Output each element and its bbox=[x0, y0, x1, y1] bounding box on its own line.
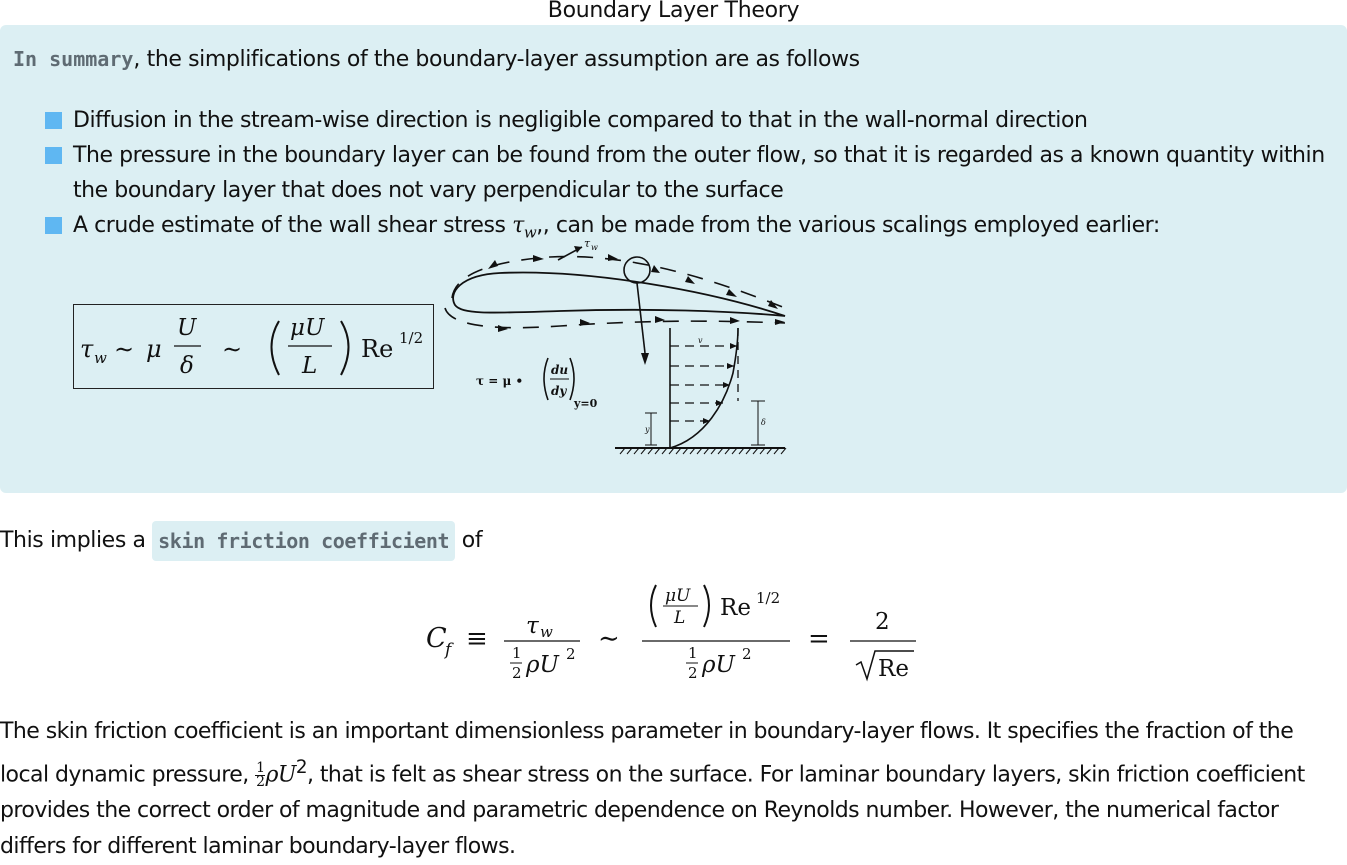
svg-text:2: 2 bbox=[566, 645, 576, 663]
paragraph-part-1: The skin friction coefficient is an important dimensionless parameter in boundary-layer flows. It specifies the fraction of the local dynamic pressure, bbox=[0, 719, 1294, 788]
cf-inner-den: L bbox=[674, 608, 686, 628]
bullet-text-after: ,, can be made from the various scalings employed earlier: bbox=[536, 213, 1160, 238]
svg-text:1: 1 bbox=[512, 644, 522, 662]
svg-text:w: w bbox=[591, 243, 598, 252]
implies-after: of bbox=[455, 528, 483, 553]
eq-numerator: U bbox=[177, 315, 197, 341]
cf-rho-u-2: ρU bbox=[702, 652, 735, 678]
eq-tau-sub: w bbox=[94, 349, 107, 367]
bullet-text-before: A crude estimate of the wall shear stress bbox=[73, 213, 513, 238]
inline-square: 2 bbox=[295, 757, 307, 778]
diagram-eval: y=0 bbox=[574, 397, 598, 410]
cf-lhs-sub: f bbox=[445, 640, 452, 660]
cf-re: Re bbox=[720, 595, 751, 621]
svg-text:w: w bbox=[540, 623, 553, 641]
cf-re-exp: 1/2 bbox=[756, 589, 781, 607]
inline-half-fraction: $\frac{1}{2}$ bbox=[256, 759, 265, 790]
paragraph-part-2: , that is felt as shear stress on the surface. For laminar boundary layers, skin friction coefficient provides the correct order of magnitude and parametric dependence on Reynolds number. However, the numerical factor differs for different laminar boundary-layer flows. bbox=[0, 762, 1305, 860]
svg-text:2: 2 bbox=[742, 645, 752, 663]
cf-sim: ∼ bbox=[598, 624, 620, 654]
eq-re-exp: 1/2 bbox=[399, 329, 424, 347]
svg-text:2: 2 bbox=[512, 664, 522, 682]
list-item bbox=[45, 138, 1340, 208]
diagram-formula-prefix: τ = μ • bbox=[476, 374, 524, 388]
eq-denominator: δ bbox=[180, 353, 194, 379]
square-bullet-icon bbox=[45, 217, 62, 234]
summary-intro-text: , the simplifications of the boundary-layer assumption are as follows bbox=[133, 47, 860, 72]
cf-tau: τ bbox=[526, 613, 539, 639]
tau-symbol: $\tau_w$ bbox=[512, 213, 537, 242]
cf-equiv: ≡ bbox=[466, 624, 488, 654]
inline-rho-u: ρU bbox=[265, 762, 296, 788]
summary-intro bbox=[13, 44, 860, 75]
diagram-y-label: y bbox=[645, 425, 650, 434]
skin-friction-equation bbox=[420, 575, 930, 685]
cf-lhs: C bbox=[426, 623, 447, 654]
square-bullet-icon bbox=[45, 112, 62, 129]
diagram-v-label: v bbox=[698, 336, 703, 345]
cf-result-den: Re bbox=[878, 656, 909, 682]
eq-tau: τ bbox=[80, 335, 94, 363]
cf-result-num: 2 bbox=[875, 609, 890, 635]
svg-text:1: 1 bbox=[688, 644, 698, 662]
diagram-dy: dy bbox=[551, 384, 567, 398]
diagram-tau-w-label: τ bbox=[584, 237, 591, 250]
implies-line bbox=[0, 521, 482, 561]
eq-mu: μ bbox=[146, 335, 162, 363]
cf-rho-u-1: ρU bbox=[526, 652, 559, 678]
list-item bbox=[45, 103, 1340, 138]
diagram-delta-label: δ bbox=[761, 418, 766, 427]
skin-friction-paragraph bbox=[0, 714, 1347, 865]
skin-friction-code-chip: skin friction coefficient bbox=[152, 521, 455, 561]
bullet-text: The pressure in the boundary layer can be found from the outer flow, so that it is regarded as a known quantity within the boundary layer that does not vary perpendicular to the surface bbox=[73, 143, 1325, 203]
cf-inner-num: μU bbox=[665, 586, 691, 606]
eq-sim-1: ∼ bbox=[114, 335, 135, 363]
summary-code-label: In summary bbox=[13, 47, 134, 71]
eq-re: Re bbox=[361, 335, 394, 363]
airfoil-boundary-layer-diagram bbox=[440, 233, 795, 458]
svg-text:2: 2 bbox=[688, 664, 698, 682]
eq-inner-den: L bbox=[302, 353, 318, 379]
implies-before: This implies a bbox=[0, 528, 153, 553]
assumption-list bbox=[45, 103, 1340, 250]
cf-eq-sign: = bbox=[808, 624, 830, 654]
eq-sim-2: ∼ bbox=[222, 335, 243, 363]
diagram-du: du bbox=[551, 363, 569, 377]
wall-shear-scaling-equation bbox=[73, 304, 434, 389]
page-title: Boundary Layer Theory bbox=[547, 0, 800, 23]
bullet-text: Diffusion in the stream-wise direction is negligible compared to that in the wall-normal direction bbox=[73, 108, 1088, 133]
square-bullet-icon bbox=[45, 147, 62, 164]
eq-inner-num: μU bbox=[290, 315, 325, 341]
